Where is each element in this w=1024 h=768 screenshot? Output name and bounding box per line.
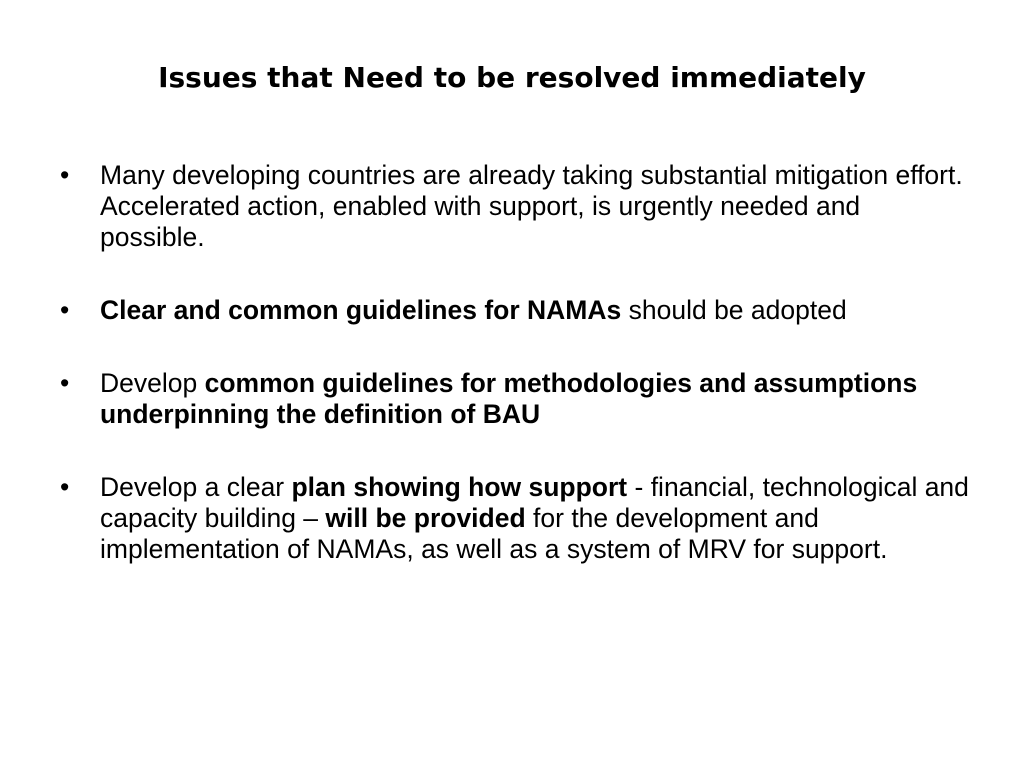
bullet-dot-icon: •	[60, 368, 70, 398]
bullet-dot-icon: •	[60, 295, 70, 325]
bullet-text: for the development and implementation of NAMAs, as well as a system of MRV for support.	[100, 503, 888, 564]
bullet-item	[60, 368, 970, 430]
bullet-dot-icon: •	[60, 472, 70, 502]
bullet-text: - financial, technological and capacity building –	[100, 472, 969, 533]
bullet-item	[60, 295, 970, 326]
bullet-text: should be adopted	[621, 295, 847, 325]
bullet-item	[60, 160, 970, 253]
bullet-list	[60, 160, 970, 607]
bullet-text: Develop	[100, 368, 205, 398]
bullet-item	[60, 472, 970, 565]
bullet-bold-text: common guidelines for methodologies and assumptions underpinning the definition of BAU	[100, 368, 918, 429]
bullet-bold-text: Clear and common guidelines for NAMAs	[100, 295, 622, 325]
bullet-bold-text: plan showing how support	[291, 472, 628, 502]
bullet-text: Many developing countries are already taking substantial mitigation effort. Accelerated action, enabled with support, is urgently needed and possible.	[100, 160, 963, 252]
slide-title: Issues that Need to be resolved immediately	[158, 61, 866, 94]
bullet-dot-icon: •	[60, 160, 70, 190]
bullet-text: Develop a clear	[100, 472, 292, 502]
bullet-bold-text: will be provided	[325, 503, 526, 533]
